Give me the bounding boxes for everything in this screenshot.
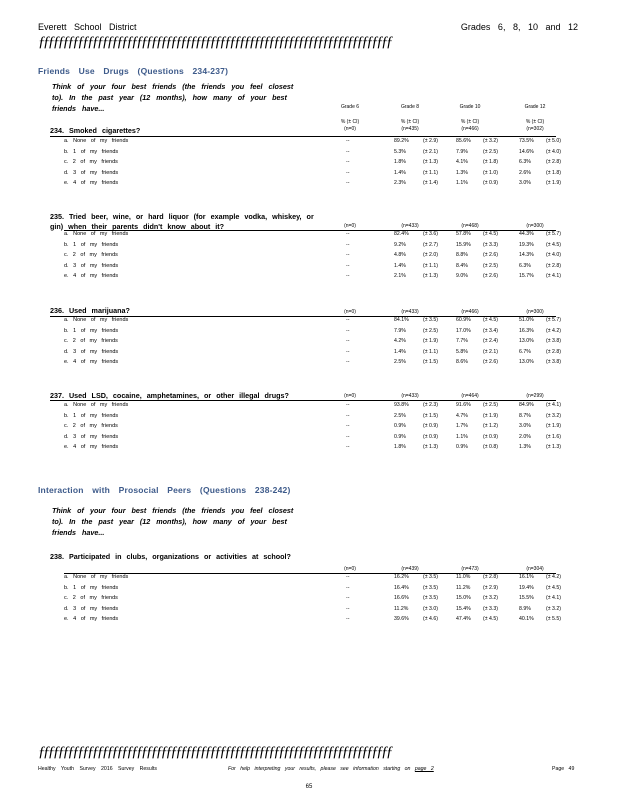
grade8-ci: (± 0.9) bbox=[423, 423, 438, 429]
grade8-value: 1.4% bbox=[394, 348, 406, 355]
grade8-value: 1.4% bbox=[394, 262, 406, 269]
n-count: (n=466) bbox=[461, 309, 479, 315]
grade10-value: 4.1% bbox=[456, 159, 468, 165]
grade6-value: -- bbox=[346, 574, 350, 580]
grade10-value: 1.7% bbox=[456, 423, 468, 429]
grade8-value: 0.9% bbox=[394, 433, 406, 440]
grade8-ci: (± 1.4) bbox=[423, 180, 438, 186]
grade10-value: 15.9% bbox=[456, 241, 471, 248]
grade10-value: 11.0% bbox=[456, 574, 471, 580]
question-234-title: 234. Smoked cigarettes? bbox=[50, 126, 141, 135]
grade12-ci: (± 2.8) bbox=[546, 262, 561, 269]
grade6-value: -- bbox=[346, 402, 350, 408]
grade12-value: 13.0% bbox=[519, 338, 534, 344]
grade8-ci: (± 1.3) bbox=[423, 159, 438, 165]
row-label: c. 2 of my friends bbox=[64, 338, 118, 344]
grade12-ci: (± 1.9) bbox=[546, 180, 561, 186]
grade8-ci: (± 2.5) bbox=[423, 327, 438, 334]
header-rule: ƒƒƒƒƒƒƒƒƒƒƒƒƒƒƒƒƒƒƒƒƒƒƒƒƒƒƒƒƒƒƒƒƒƒƒƒƒƒƒƒƒƒƒƒƒƒƒƒƒƒƒƒƒƒƒƒƒƒƒƒƒƒƒƒƒƒƒƒƒƒƒƒ bbox=[38, 34, 391, 50]
grade10-ci: (± 2.8) bbox=[483, 574, 498, 580]
n-count: (n=299) bbox=[526, 393, 544, 399]
grade6-value: -- bbox=[346, 148, 350, 155]
grade8-value: 1.4% bbox=[394, 169, 406, 176]
grade6-value: -- bbox=[346, 317, 350, 323]
grade8-value: 4.2% bbox=[394, 338, 406, 344]
grade8-ci: (± 1.5) bbox=[423, 359, 438, 365]
grade6-value: -- bbox=[346, 252, 350, 258]
grade10-ci: (± 3.3) bbox=[483, 605, 498, 612]
row-label: a. None of my friends bbox=[64, 402, 129, 408]
grade10-ci: (± 2.9) bbox=[483, 584, 498, 591]
section-title-friends-use-drugs: Friends Use Drugs (Questions 234-237) bbox=[38, 66, 229, 76]
col-pct-grade10: % (± CI) bbox=[460, 119, 480, 125]
row-label: e. 4 of my friends bbox=[64, 359, 119, 365]
n-count: (n=0) bbox=[344, 309, 356, 315]
grade12-value: 51.0% bbox=[519, 317, 534, 323]
grade12-value: 16.3% bbox=[519, 327, 534, 334]
grade12-ci: (± 1.3) bbox=[546, 444, 561, 450]
grade8-ci: (± 1.9) bbox=[423, 338, 438, 344]
grade8-ci: (± 1.1) bbox=[423, 169, 438, 176]
grade6-value: -- bbox=[346, 584, 350, 591]
question-238-title: 238. Participated in clubs, organizations or activities at school? bbox=[50, 552, 291, 561]
grade10-value: 11.2% bbox=[456, 584, 471, 591]
grade6-value: -- bbox=[346, 595, 350, 601]
grade12-ci: (± 5.5) bbox=[546, 616, 561, 622]
question-236-title: 236. Used marijuana? bbox=[50, 306, 130, 315]
n-count: (n=473) bbox=[461, 566, 479, 572]
grade10-ci: (± 2.1) bbox=[483, 348, 498, 355]
grade10-ci: (± 4.5) bbox=[483, 616, 498, 622]
section-intro-2: Think of your four best friends (the friends you feel closest to). In the past year (12 months), how many of your best friends have... bbox=[52, 506, 294, 537]
grade10-ci: (± 2.6) bbox=[483, 252, 498, 258]
col-pct-grade8: % (± CI) bbox=[400, 119, 420, 125]
grade8-ci: (± 2.1) bbox=[423, 148, 438, 155]
grade12-value: 14.6% bbox=[519, 148, 534, 155]
grade12-ci: (± 2.8) bbox=[546, 348, 561, 355]
grade10-value: 9.0% bbox=[456, 273, 468, 279]
row-label: d. 3 of my friends bbox=[64, 348, 119, 355]
row-label: b. 1 of my friends bbox=[64, 327, 119, 334]
grade10-value: 8.8% bbox=[456, 252, 468, 258]
grade8-ci: (± 3.6) bbox=[423, 231, 438, 237]
grade12-value: 2.6% bbox=[519, 169, 531, 176]
row-label: a. None of my friends bbox=[64, 317, 129, 323]
grade12-ci: (± 3.8) bbox=[546, 359, 561, 365]
row-label: c. 2 of my friends bbox=[64, 595, 118, 601]
footer-page-label: Page 49 bbox=[552, 766, 575, 772]
footer-help-text bbox=[228, 766, 434, 772]
grade10-ci: (± 1.9) bbox=[483, 412, 498, 419]
grade8-ci: (± 1.1) bbox=[423, 262, 438, 269]
grade6-value: -- bbox=[346, 180, 350, 186]
col-header-grade10: Grade 10 bbox=[459, 104, 481, 110]
grade10-ci: (± 2.4) bbox=[483, 338, 498, 344]
grade6-value: -- bbox=[346, 412, 350, 419]
grade12-ci: (± 3.2) bbox=[546, 605, 561, 612]
grade12-ci: (± 5.0) bbox=[546, 138, 561, 144]
grade12-ci: (± 1.9) bbox=[546, 423, 561, 429]
grade8-ci: (± 2.0) bbox=[423, 252, 438, 258]
grades-label: Grades 6, 8, 10 and 12 bbox=[460, 22, 578, 32]
grade12-ci: (± 3.8) bbox=[546, 338, 561, 344]
grade6-value: -- bbox=[346, 231, 350, 237]
row-label: b. 1 of my friends bbox=[64, 412, 119, 419]
row-label: c. 2 of my friends bbox=[64, 159, 118, 165]
grade10-ci: (± 3.2) bbox=[483, 595, 498, 601]
grade10-ci: (± 2.5) bbox=[483, 402, 498, 408]
grade8-value: 16.4% bbox=[394, 584, 409, 591]
row-label: d. 3 of my friends bbox=[64, 433, 119, 440]
grade10-value: 57.8% bbox=[456, 231, 471, 237]
grade10-value: 7.9% bbox=[456, 148, 468, 155]
grade6-value: -- bbox=[346, 338, 350, 344]
grade12-ci: (± 2.8) bbox=[546, 159, 561, 165]
grade8-value: 93.8% bbox=[394, 402, 409, 408]
grade12-value: 19.3% bbox=[519, 241, 534, 248]
grade8-ci: (± 3.5) bbox=[423, 317, 438, 323]
grade8-value: 2.5% bbox=[394, 359, 406, 365]
grade12-value: 84.9% bbox=[519, 402, 534, 408]
grade6-value: -- bbox=[346, 423, 350, 429]
grade8-value: 7.9% bbox=[394, 327, 406, 334]
col-n-grade8: (n=435) bbox=[401, 126, 419, 132]
grade12-ci: (± 1.8) bbox=[546, 169, 561, 176]
n-count: (n=0) bbox=[344, 223, 356, 229]
grade12-value: 3.0% bbox=[519, 180, 531, 186]
row-label: a. None of my friends bbox=[64, 138, 129, 144]
question-235-title: 235. Tried beer, wine, or hard liquor (for example vodka, whiskey, or gin) when their parents didn't know about it? bbox=[50, 212, 314, 231]
grade12-ci: (± 5.7) bbox=[546, 317, 561, 323]
grade10-value: 5.8% bbox=[456, 348, 468, 355]
grade12-value: 6.7% bbox=[519, 348, 531, 355]
grade8-ci: (± 2.7) bbox=[423, 241, 438, 248]
grade8-ci: (± 4.6) bbox=[423, 616, 438, 622]
grade8-ci: (± 3.0) bbox=[423, 605, 438, 612]
grade12-value: 6.3% bbox=[519, 262, 531, 269]
footer-rule: ƒƒƒƒƒƒƒƒƒƒƒƒƒƒƒƒƒƒƒƒƒƒƒƒƒƒƒƒƒƒƒƒƒƒƒƒƒƒƒƒƒƒƒƒƒƒƒƒƒƒƒƒƒƒƒƒƒƒƒƒƒƒƒƒƒƒƒƒƒƒƒƒ bbox=[38, 744, 391, 760]
n-count: (n=300) bbox=[526, 223, 544, 229]
grade10-value: 85.6% bbox=[456, 138, 471, 144]
grade8-value: 9.2% bbox=[394, 241, 406, 248]
grade10-ci: (± 1.2) bbox=[483, 423, 498, 429]
n-count: (n=0) bbox=[344, 566, 356, 572]
grade10-value: 17.0% bbox=[456, 327, 471, 334]
grade8-value: 82.4% bbox=[394, 231, 409, 237]
grade6-value: -- bbox=[346, 605, 350, 612]
row-label: b. 1 of my friends bbox=[64, 584, 119, 591]
grade8-value: 89.2% bbox=[394, 138, 409, 144]
grade12-ci: (± 3.2) bbox=[546, 412, 561, 419]
grade6-value: -- bbox=[346, 262, 350, 269]
grade8-ci: (± 0.9) bbox=[423, 433, 438, 440]
grade10-ci: (± 2.5) bbox=[483, 262, 498, 269]
question-237-title: 237. Used LSD, cocaine, amphetamines, or other illegal drugs? bbox=[50, 391, 289, 400]
question-234-rule bbox=[50, 136, 556, 137]
grade10-value: 15.4% bbox=[456, 605, 471, 612]
grade8-value: 2.1% bbox=[394, 273, 406, 279]
col-header-grade6: Grade 6 bbox=[340, 104, 360, 110]
grade8-ci: (± 1.1) bbox=[423, 348, 438, 355]
grade10-value: 15.0% bbox=[456, 595, 471, 601]
grade10-value: 60.9% bbox=[456, 317, 471, 323]
grade10-ci: (± 1.8) bbox=[483, 159, 498, 165]
row-label: d. 3 of my friends bbox=[64, 262, 119, 269]
grade8-ci: (± 1.5) bbox=[423, 412, 438, 419]
grade12-ci: (± 4.1) bbox=[546, 273, 561, 279]
grade10-value: 4.7% bbox=[456, 412, 468, 419]
grade10-value: 8.6% bbox=[456, 359, 468, 365]
grade12-value: 13.0% bbox=[519, 359, 534, 365]
grade6-value: -- bbox=[346, 348, 350, 355]
grade10-ci: (± 4.5) bbox=[483, 231, 498, 237]
grade12-ci: (± 4.0) bbox=[546, 252, 561, 258]
grade8-value: 2.3% bbox=[394, 180, 406, 186]
grade10-ci: (± 3.4) bbox=[483, 327, 498, 334]
row-label: e. 4 of my friends bbox=[64, 273, 119, 279]
grade6-value: -- bbox=[346, 327, 350, 334]
row-label: e. 4 of my friends bbox=[64, 444, 119, 450]
grade6-value: -- bbox=[346, 169, 350, 176]
grade12-value: 3.0% bbox=[519, 423, 531, 429]
grade6-value: -- bbox=[346, 444, 350, 450]
grade12-value: 14.3% bbox=[519, 252, 534, 258]
grade12-value: 6.3% bbox=[519, 159, 531, 165]
grade10-ci: (± 2.6) bbox=[483, 359, 498, 365]
grade10-ci: (± 1.0) bbox=[483, 169, 498, 176]
n-count: (n=439) bbox=[401, 566, 419, 572]
grade12-value: 73.5% bbox=[519, 138, 534, 144]
grade6-value: -- bbox=[346, 159, 350, 165]
grade12-value: 1.3% bbox=[519, 444, 531, 450]
grade10-value: 1.1% bbox=[456, 433, 468, 440]
grade10-ci: (± 4.5) bbox=[483, 317, 498, 323]
grade6-value: -- bbox=[346, 241, 350, 248]
grade8-value: 16.2% bbox=[394, 574, 409, 580]
col-n-grade6: (n=0) bbox=[344, 126, 356, 132]
row-label: c. 2 of my friends bbox=[64, 423, 118, 429]
grade12-ci: (± 4.2) bbox=[546, 327, 561, 334]
grade12-value: 40.1% bbox=[519, 616, 534, 622]
n-count: (n=304) bbox=[526, 566, 544, 572]
row-label: a. None of my friends bbox=[64, 231, 129, 237]
grade6-value: -- bbox=[346, 616, 350, 622]
grade12-ci: (± 1.6) bbox=[546, 433, 561, 440]
grade10-value: 47.4% bbox=[456, 616, 471, 622]
grade8-value: 0.9% bbox=[394, 423, 406, 429]
grade12-ci: (± 4.1) bbox=[546, 595, 561, 601]
footer-survey-title: Healthy Youth Survey 2016 Survey Results bbox=[38, 766, 157, 772]
grade12-ci: (± 5.7) bbox=[546, 231, 561, 237]
grade6-value: -- bbox=[346, 273, 350, 279]
page-number: 65 bbox=[305, 784, 313, 790]
question-237-rule bbox=[50, 400, 556, 401]
n-count: (n=0) bbox=[344, 393, 356, 399]
row-label: b. 1 of my friends bbox=[64, 148, 119, 155]
col-header-grade12: Grade 12 bbox=[524, 104, 546, 110]
grade10-ci: (± 0.9) bbox=[483, 180, 498, 186]
footer-help-label: For help interpreting your results, please see information starting on bbox=[228, 766, 411, 772]
grade12-value: 15.7% bbox=[519, 273, 534, 279]
col-header-grade8: Grade 8 bbox=[400, 104, 420, 110]
grade8-value: 2.5% bbox=[394, 412, 406, 419]
grade8-value: 4.8% bbox=[394, 252, 406, 258]
row-label: d. 3 of my friends bbox=[64, 605, 119, 612]
row-label: e. 4 of my friends bbox=[64, 616, 119, 622]
n-count: (n=300) bbox=[526, 309, 544, 315]
grade8-ci: (± 2.3) bbox=[423, 402, 438, 408]
grade10-ci: (± 0.9) bbox=[483, 433, 498, 440]
grade12-value: 19.4% bbox=[519, 584, 534, 591]
n-count: (n=433) bbox=[401, 309, 419, 315]
grade8-ci: (± 3.5) bbox=[423, 595, 438, 601]
grade8-value: 1.8% bbox=[394, 444, 406, 450]
grade12-ci: (± 4.0) bbox=[546, 148, 561, 155]
grade8-value: 39.6% bbox=[394, 616, 409, 622]
grade10-value: 7.7% bbox=[456, 338, 468, 344]
grade12-value: 2.0% bbox=[519, 433, 531, 440]
grade8-value: 84.1% bbox=[394, 317, 409, 323]
n-count: (n=468) bbox=[461, 223, 479, 229]
footer-page-link[interactable]: page 2 bbox=[414, 766, 434, 772]
grade12-value: 44.3% bbox=[519, 231, 534, 237]
grade10-ci: (± 2.5) bbox=[483, 148, 498, 155]
grade12-ci: (± 4.5) bbox=[546, 241, 561, 248]
row-label: e. 4 of my friends bbox=[64, 180, 119, 186]
row-label: b. 1 of my friends bbox=[64, 241, 119, 248]
row-label: c. 2 of my friends bbox=[64, 252, 118, 258]
grade10-value: 1.3% bbox=[456, 169, 468, 176]
grade8-value: 11.2% bbox=[394, 605, 409, 612]
col-pct-grade12: % (± CI) bbox=[525, 119, 545, 125]
grade10-value: 0.9% bbox=[456, 444, 468, 450]
grade8-ci: (± 3.5) bbox=[423, 574, 438, 580]
grade6-value: -- bbox=[346, 433, 350, 440]
grade8-value: 16.6% bbox=[394, 595, 409, 601]
grade8-value: 1.8% bbox=[394, 159, 406, 165]
grade10-ci: (± 3.2) bbox=[483, 138, 498, 144]
section-title-prosocial-peers: Interaction with Prosocial Peers (Questions 238-242) bbox=[38, 485, 291, 495]
grade12-value: 15.5% bbox=[519, 595, 534, 601]
section-intro-1: Think of your four best friends (the friends you feel closest to). In the past year (12 months), how many of your best friends have... bbox=[52, 82, 294, 113]
grade8-ci: (± 2.9) bbox=[423, 138, 438, 144]
col-n-grade12: (n=302) bbox=[526, 126, 544, 132]
grade8-ci: (± 1.3) bbox=[423, 273, 438, 279]
col-pct-grade6: % (± CI) bbox=[340, 119, 360, 125]
grade10-ci: (± 3.3) bbox=[483, 241, 498, 248]
n-count: (n=433) bbox=[401, 223, 419, 229]
grade12-value: 8.7% bbox=[519, 412, 531, 419]
n-count: (n=433) bbox=[401, 393, 419, 399]
grade10-value: 8.4% bbox=[456, 262, 468, 269]
grade8-ci: (± 3.5) bbox=[423, 584, 438, 591]
grade12-ci: (± 4.1) bbox=[546, 402, 561, 408]
grade10-value: 1.1% bbox=[456, 180, 468, 186]
grade8-value: 5.3% bbox=[394, 148, 406, 155]
grade12-value: 16.1% bbox=[519, 574, 534, 580]
grade10-ci: (± 2.6) bbox=[483, 273, 498, 279]
district-name: Everett School District bbox=[38, 22, 137, 32]
grade12-value: 8.9% bbox=[519, 605, 531, 612]
grade6-value: -- bbox=[346, 359, 350, 365]
grade10-value: 91.6% bbox=[456, 402, 471, 408]
grade8-ci: (± 1.3) bbox=[423, 444, 438, 450]
grade10-ci: (± 0.8) bbox=[483, 444, 498, 450]
n-count: (n=464) bbox=[461, 393, 479, 399]
grade6-value: -- bbox=[346, 138, 350, 144]
col-n-grade10: (n=466) bbox=[461, 126, 479, 132]
grade12-ci: (± 4.5) bbox=[546, 584, 561, 591]
grade12-ci: (± 4.2) bbox=[546, 574, 561, 580]
row-label: a. None of my friends bbox=[64, 574, 129, 580]
row-label: d. 3 of my friends bbox=[64, 169, 119, 176]
